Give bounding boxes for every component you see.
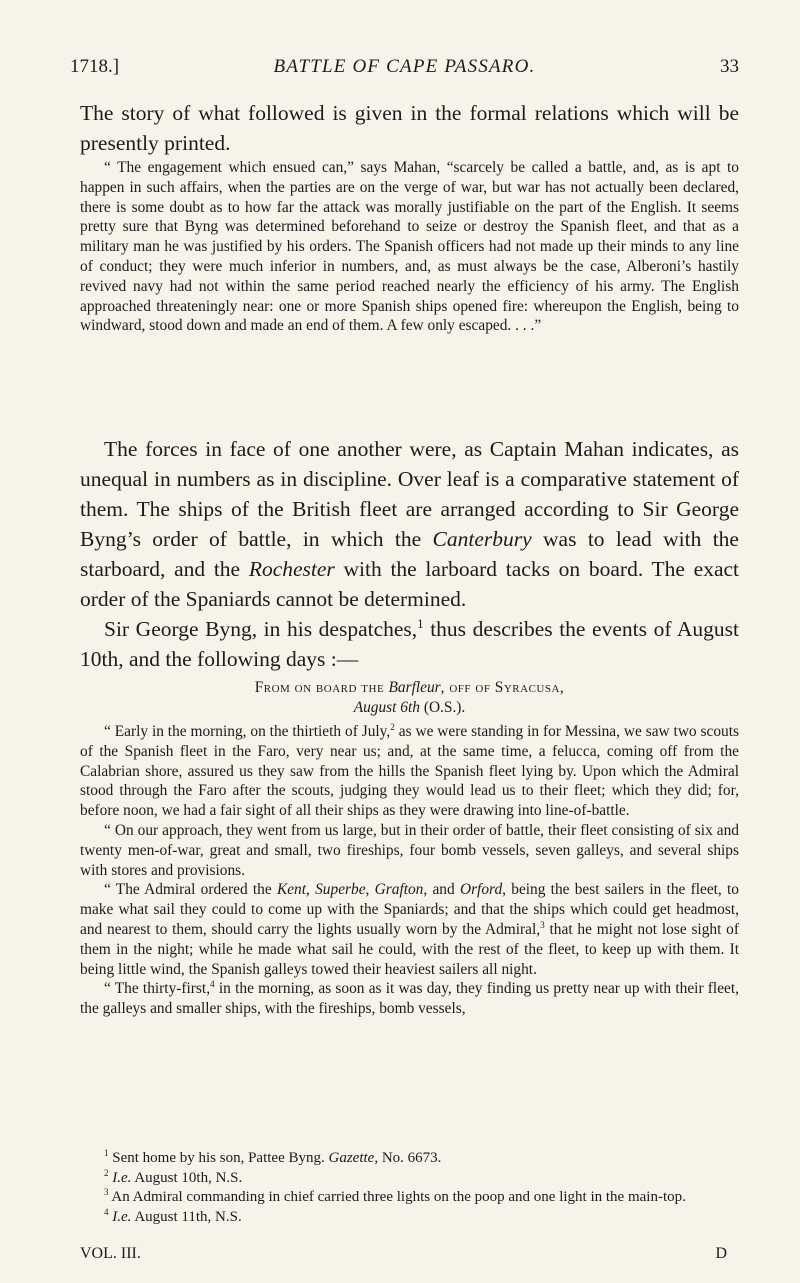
dateline: From on board the Barfleur, off of Syracusa, August 6th (O.S.). (254, 679, 565, 716)
ship-canterbury: Canterbury (432, 527, 532, 551)
gathering-mark: D (715, 1245, 727, 1262)
despatch-paragraph-4: “ The thirty-first,$^4$ in the morning, as soon as it was day, they finding us pretty near up with their fleet, the galleys and smaller ships, with the fireships, bomb vessels, (80, 979, 739, 1018)
despatch-paragraph-3: “ The Admiral ordered the Kent, Superbe, Grafton, and Orford, being the best sailers in the fleet, to make what sail they could to come up with the Spaniards; and that the ships which could get headmost, and nearest to them, should carry the lights usually worn by the Admiral,$^3$ that he might not lose sight of them in the night; while he made what sail he could, with the rest of the fleet, to keep up with them. It being little wind, the Spanish galleys towed their heaviest sailers all night. (80, 881, 739, 978)
mahan-quote: “ The engagement which ensued can,” says Mahan, “scarcely be called a battle, and, as is apt to happen in such affairs, when the parties are on the verge of war, but war has not actually been declared, there is some doubt as to how far the attack was morally justifiable on the part of the English. It seems pretty sure that Byng was determined beforehand to seize or destroy the Spanish fleet, and that as a military man he was justified by his orders. The Spanish officers had not made up their minds to any line of conduct; they were much inferior in numbers, and, as must always be the case, Alberoni’s hastily revived navy had not within the same period reached nearly the efficiency of his army. The English approached threateningly near: one or more Spanish ships opened fire: whereupon the English, being to windward, stood down and made an end of them. A few only escaped. . . .” (80, 159, 739, 335)
running-header (70, 56, 739, 86)
footnote-ref: 1 (417, 616, 424, 631)
forces-block (80, 434, 739, 674)
footnote: $^4$ I.e. August 11th, N.S. (104, 1206, 242, 1225)
intro-paragraph: The story of what followed is given in the formal relations which will be presently printed. (80, 101, 739, 155)
despatch-paragraph-1: “ Early in the morning, on the thirtieth of July,$^2$ as we were standing in for Messina, we saw two scouts of the Spanish fleet in the Faro, very near us; and, at the same time, a felucca, coming off from the Calabrian shore, assured us they saw from the hills the Spanish fleet lying by. Upon which the Admiral stood through the Faro after the scouts, judging they would lead us to their fleet; which they did; for, before noon, we had a fair sight of all their ships as they were drawing into line-of-battle. (80, 721, 739, 820)
header-title: BATTLE OF CAPE PASSARO. (273, 56, 536, 77)
mahan-quote-block (80, 158, 739, 336)
forces-paragraph: The forces in face of one another were, as Captain Mahan indicates, as unequal in numbers as in discipline. Over leaf is a comparative statement of them. The ships of the British fleet are arranged according to Sir George Byng’s order of battle, in which the Canterbury was to lead with the starboard, and the Rochester with the larboard tacks on board. The exact order of the Spaniards cannot be determined. (80, 437, 739, 611)
volume-mark: VOL. III. (80, 1245, 141, 1262)
footnotes (80, 1149, 739, 1227)
despatch-paragraph-2: “ On our approach, they went from us large, but in their order of battle, their fleet consisting of six and twenty men-of-war, great and small, two fireships, four bomb vessels, seven galleys, and several ships with stores and provisions. (80, 821, 739, 879)
footnote: $^3$ An Admiral commanding in chief carried three lights on the poop and one light in the main-top. (104, 1187, 686, 1205)
ship-rochester: Rochester (248, 557, 335, 581)
intro-block (80, 98, 739, 158)
despatch-intro-paragraph: Sir George Byng, in his despatches,$^1$ thus describes the events of August 10th, and the following days :— (80, 616, 739, 671)
page-number: 33 (720, 56, 739, 77)
footnote: $^1$ Sent home by his son, Pattee Byng. Gazette, No. 6673. (104, 1148, 442, 1166)
footnote: $^2$ I.e. August 10th, N.S. (104, 1167, 243, 1186)
header-year: 1718.] (70, 56, 120, 77)
despatch-block (80, 722, 739, 1019)
